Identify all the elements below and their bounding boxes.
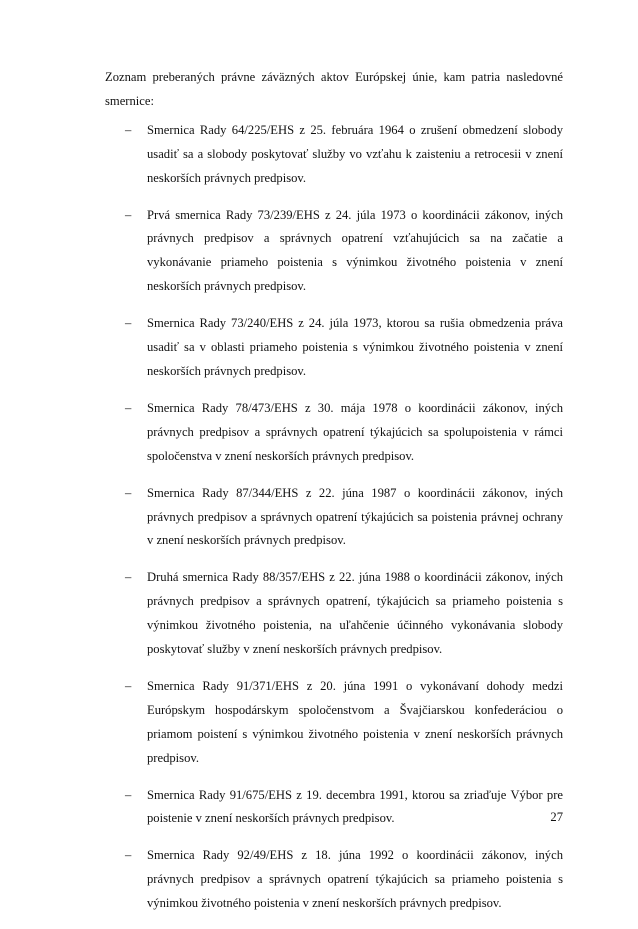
intro-paragraph: Zoznam preberaných právne záväzných aktov Európskej únie, kam patria nasledovné smernice:	[105, 70, 563, 108]
directive-text: Smernica Rady 73/240/EHS z 24. júla 1973, ktorou sa rušia obmedzenia práva usadiť sa v oblasti priameho poistenia s výnimkou životného poistenia v znení neskorších právnych predpisov.	[147, 316, 563, 378]
directive-item-1	[105, 119, 563, 191]
dash-bullet: –	[125, 787, 132, 802]
dash-bullet: –	[125, 316, 132, 331]
dash-bullet: –	[125, 400, 132, 415]
dash-bullet: –	[125, 570, 132, 585]
dash-bullet: –	[125, 848, 132, 863]
directive-item-6	[105, 566, 563, 662]
dash-bullet: –	[125, 485, 132, 500]
directive-item-2	[105, 204, 563, 300]
directive-item-5	[105, 482, 563, 554]
directive-text: Smernica Rady 91/371/EHS z 20. júna 1991 o vykonávaní dohody medzi Európskym hospodárskym spoločenstvom a Švajčiarskou konfederáciou o priamom poistení s výnimkou životného poistenia v znení neskorších právnych predpisov.	[147, 678, 563, 765]
directive-item-7	[105, 675, 563, 771]
directive-item-9	[105, 844, 563, 916]
document-page	[105, 66, 563, 929]
dash-bullet: –	[125, 207, 132, 222]
directive-text: Smernica Rady 78/473/EHS z 30. mája 1978 o koordinácii zákonov, iných právnych predpisov a správnych opatrení týkajúcich sa spolupoistenia v rámci spoločenstva v znení neskorších právnych predpisov.	[147, 400, 563, 463]
directive-item-3	[105, 312, 563, 384]
directive-text: Smernica Rady 64/225/EHS z 25. februára 1964 o zrušení obmedzení slobody usadiť sa a slobody poskytovať služby vo vzťahu k zaisteniu a retrocesii v znení neskorších právnych predpisov.	[147, 122, 563, 185]
page-number: 27	[550, 810, 563, 824]
dash-bullet: –	[125, 678, 132, 693]
directive-text: Smernica Rady 87/344/EHS z 22. júna 1987 o koordinácii zákonov, iných právnych predpisov a správnych opatrení týkajúcich sa poistenia právnej ochrany v znení neskorších právnych predpisov.	[147, 485, 563, 548]
directive-text: Smernica Rady 92/49/EHS z 18. júna 1992 o koordinácii zákonov, iných právnych predpisov a správnych opatrení týkajúcich sa priameho poistenia s výnimkou životného poistenia v znení neskorších právnych predpisov.	[147, 848, 563, 911]
directive-text: Smernica Rady 91/675/EHS z 19. decembra 1991, ktorou sa zriaďuje Výbor pre poistenie v znení neskorších právnych predpisov.	[147, 787, 563, 826]
directive-item-8	[105, 784, 563, 832]
directive-item-4	[105, 397, 563, 469]
directive-text: Druhá smernica Rady 88/357/EHS z 22. júna 1988 o koordinácii zákonov, iných právnych predpisov a správnych opatrení, týkajúcich sa priameho poistenia s výnimkou životného poistenia, na uľahčenie účinného vykonávania slobody poskytovať služby v znení neskorších právnych predpisov.	[147, 570, 563, 657]
dash-bullet: –	[125, 122, 132, 137]
directive-list	[105, 119, 563, 916]
directive-text: Prvá smernica Rady 73/239/EHS z 24. júla 1973 o koordinácii zákonov, iných právnych predpisov a správnych opatrení vzťahujúcich sa na začatie a vykonávanie priameho poistenia s výnimkou životného poistenia v znení neskorších právnych predpisov.	[147, 207, 563, 294]
